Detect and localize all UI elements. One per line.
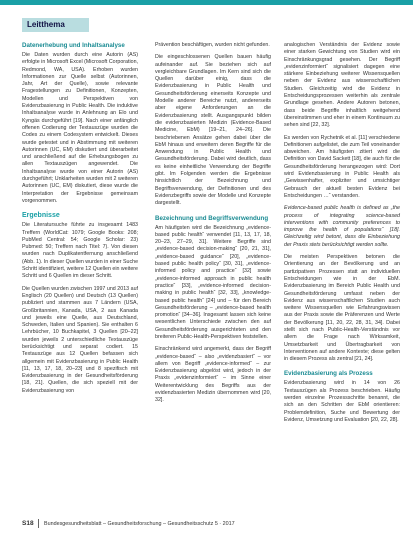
paragraph: Die Daten wurden durch eine Autorin (AS) erfolgte in Microsoft Excel (Microsoft Corporation, Redmond, WA, USA). Erhoben wurden Informationen zur Quelle selbst (Autorinnen, Jahr, Art der Quelle), sowie relevante Fragestellungen zu Definitionen, Konzepten, Modellen und Perspektiven von Evidenzbasierung in Public Health. Die induktive Inhaltsanalyse wurde in Anlehnung an Elo und Kyngäs durchgeführt [19]. Nach einer anfänglich offenen Codierung der Textauszüge wurden die Codes zu einem Codesystem entwickelt. Dieses wurde getestet und in Abstimmung mit weiteren Autorinnen (UC, EM) diskutiert und überarbeitet und anschließend auf die Erhebungsbogen zu allen Textauszügen angewendet. Die Inhaltsanalyse wurde von einer Autorin (AS) durchgeführt; Unklarheiten wurden mit 2 weiteren Autorinnen (UC, EM) diskutiert, diese wurde die Interpretation der Ergebnisse gemeinsam vorgenommen. bbox=[22, 52, 138, 204]
heading-evidenzbasierung-prozess: Evidenzbasierung als Prozess bbox=[284, 370, 373, 378]
paragraph: Evidenzbasierung wird in 14 von 26 Textauszügen als Prozess beschrieben. Häufig werden einzelne Prozessschritte benannt, die sich an den Schritten der EbM orientieren: Problemdefinition, Suche und Bewertung der Evidenz, Umsetzung und Evaluation [20, 22, 28]. bbox=[284, 380, 400, 423]
paragraph: analogischen Verständnis der Evidenz sowie einer starken Gewichtung von Studien wird ein Einschränkungsgrad gesehen. Der Begriff „evidenzinformiert“ signalisiert dagegen eine stärkere Einbeziehung weiterer Wissensquellen neben der Evidenz aus wissenschaftlichen Studien. Gleichzeitig wird die Evidenz in Entscheidungsprozessen weiterhin als zentrale Grundlage gesehen. Andere Autoren betonen, dass beide Begriffe inhaltlich weitgehend übereinstimmen und eher in einem Kontinuum zu sehen sind [22, 32]. bbox=[284, 42, 400, 129]
paragraph: Die Literatursuche führte zu insgesamt 1483 Treffern (WorldCat: 1079; Google Books: 208; PubMed Central: 54; Google Scholar: 23) Pubmed: 50; Treffern nach Titel: 7). Von diesen wurden nach Duplikatentfernung anschließend (Abb. 1). In dieser Quellen wurden in einer Suche Schritt identifiziert, weitere 12 Quellen ein weitere Schritt und 6 Quellen im dieser Schritt. bbox=[22, 222, 139, 280]
column-right bbox=[284, 42, 400, 429]
top-accent-bar bbox=[0, 0, 413, 5]
page-number: S18 bbox=[22, 520, 34, 527]
column-middle bbox=[155, 42, 271, 410]
column-left bbox=[22, 42, 138, 400]
heading-ergebnisse: Ergebnisse bbox=[22, 212, 60, 220]
paragraph: Die eingeschlossenen Quellen bauen häufig aufeinander auf. Sie beziehen sich auf vergleichbare Grundlagen. Im Kern sind sich die Quellen darüber einig, dass die Evidenzbasierung in Public Health und Gesundheitsförderung einerseits Konzepte und Modelle anderer Bereiche nutzt, andererseits aber eigene Anforderungen an die Evidenzbasierung stellt. Ausgangspunkt bilden die evidenzbasierten Medizin (Evidence-Based Medicine, EbM) [19–21, 24–26]. Die beschriebenen Ansätze gehen dabei über die EbM hinaus und erweitern deren Begriffe für die Anwendung in Public Health und Gesundheitsförderung. Dabei wird deutlich, dass es keine einheitliche Verwendung der Begriffe gibt. Im Folgenden werden die Ergebnisse hinsichtlich der Bezeichnung und Begriffsverwendung, der Definitionen und des Evidenzbegriffs sowie der Modelle und Konzepte dargestellt. bbox=[155, 54, 271, 207]
journal-citation: Bundesgesundheitsblatt – Gesundheitsforschung – Gesundheitsschutz 5 · 2017 bbox=[44, 521, 235, 527]
paragraph: Die meisten Perspektiven betonen die Orientierung an der Bevölkerung und an partizipativen Prozessen statt an individuellen Entscheidungen wie in der EbM. Evidenzbasierung im Bereich Public Health und Gesundheitsförderung umfasst neben der Evidenz aus wissenschaftlichen Studien auch weitere Wissensquellen wie Erfahrungswissen aus der Praxis sowie die Präferenzen und Werte der Bevölkerung [11, 20, 22, 28, 31, 34]. Dabei stellt sich nach Public-Health-Verständnis vor allem die Frage nach Wirksamkeit, Umsetzbarkeit und Übertragbarkeit von Interventionen auf andere Kontexte; diese gelten in diesem Prozess als zentral [21, 24]. bbox=[284, 254, 400, 363]
paragraph: Einschränkend wird angemerkt, dass der Begriff „evidence-based“ – also „evidenzbasiert“ – vor allem von Begriff „evidence-informed“ – zur Evidenzbasierung abgelöst wird, jedoch in der Praxis „evidenzinformiert“ – im Sinne einer Weiterentwicklung des Begriffs aus der evidenzbasierten Medizin übernommen wird [20, 32]. bbox=[155, 346, 271, 404]
heading-bezeichnung: Bezeichnung und Begriffsverwendung bbox=[155, 214, 269, 222]
heading-datenerhebung: Datenerhebung und Inhaltsanalyse bbox=[22, 42, 125, 49]
paragraph: Es werden von Rychetnik et al. [11] verschiedene Definitionen aufgelistet, die zum Teil voneinander abweichen. Am häufigsten zitiert wird die Definition von David Sackett [18], die auch für die Gesundheitsförderung herangezogen wird: Dort wird Evidenzbasierung in Public Health als „Gewissenhafter, expliziter und umsichtiger Gebrauch der aktuell besten Evidenz bei Entscheidungen …“ verstanden. bbox=[284, 134, 400, 199]
paragraph: Die Quellen wurden zwischen 1997 und 2013 auf Englisch (20 Quellen) und Deutsch (13 Quellen) publiziert und stammen aus 7 Ländern (USA, Großbritannien, Kanada, USA, 2 aus Kanada und jeweils eine Quelle, aus Deutschland, Schweden, Italien und Spanien). Sie enthalten 6 Lehrbücher, 10 Buchkapitel, 3 Quellen [20–22] wurden jeweils 2 unterschiedliche Textauszüge berücksichtigt und separat codiert. 15 Textauszüge aus 12 Quellen befassen sich allgemein mit Evidenzbasierung in Public Health [11, 13, 17, 18, 20–23] und 8 spezifisch mit Evidenzbasierung in der Gesundheitsförderung [18, 21]. Quellen, die sich speziell mit der Evidenzbasierung von bbox=[22, 285, 138, 394]
section-tag: Leitthema bbox=[22, 18, 89, 32]
paragraph: Prävention beschäftigen, wurden nicht gefunden. bbox=[155, 42, 270, 48]
paragraph: Am häufigsten wird die Bezeichnung „evidence-based public health“ verwendet [11, 13, 17, 18, 20–23, 27–29, 31]. Weitere Begriffe sind „evidence-based decision-making“ [20, 21, 31], „evidence-based guidance“ [20], „evidence-based public health policy“ [30, 31], „evidence-informed policy and practice“ [32] sowie „evidence-informed approach in public health practice“ [33], „evidence-informed decision-making in public health“ [32, 33], „knowledge-based public health“ [24] und – für den Bereich Gesundheitsförderung – „evidence-based health promotion“ [34–36]. Insgesamt lassen sich keine wesentlichen Unterschiede zwischen den auf Gesundheitsförderung ausgerichteten und den breiteren Public-Health-Perspektiven feststellen. bbox=[155, 224, 271, 340]
footer-divider bbox=[38, 519, 39, 528]
quote-paragraph: Evidence-based public health is defined as „the process of integrating science-based interventions with community preferences to improve the health of populations“ [18]. Gleichzeitig wird betont, dass die Einbeziehung der Praxis stets berücksichtigt werden sollte. bbox=[284, 205, 400, 248]
